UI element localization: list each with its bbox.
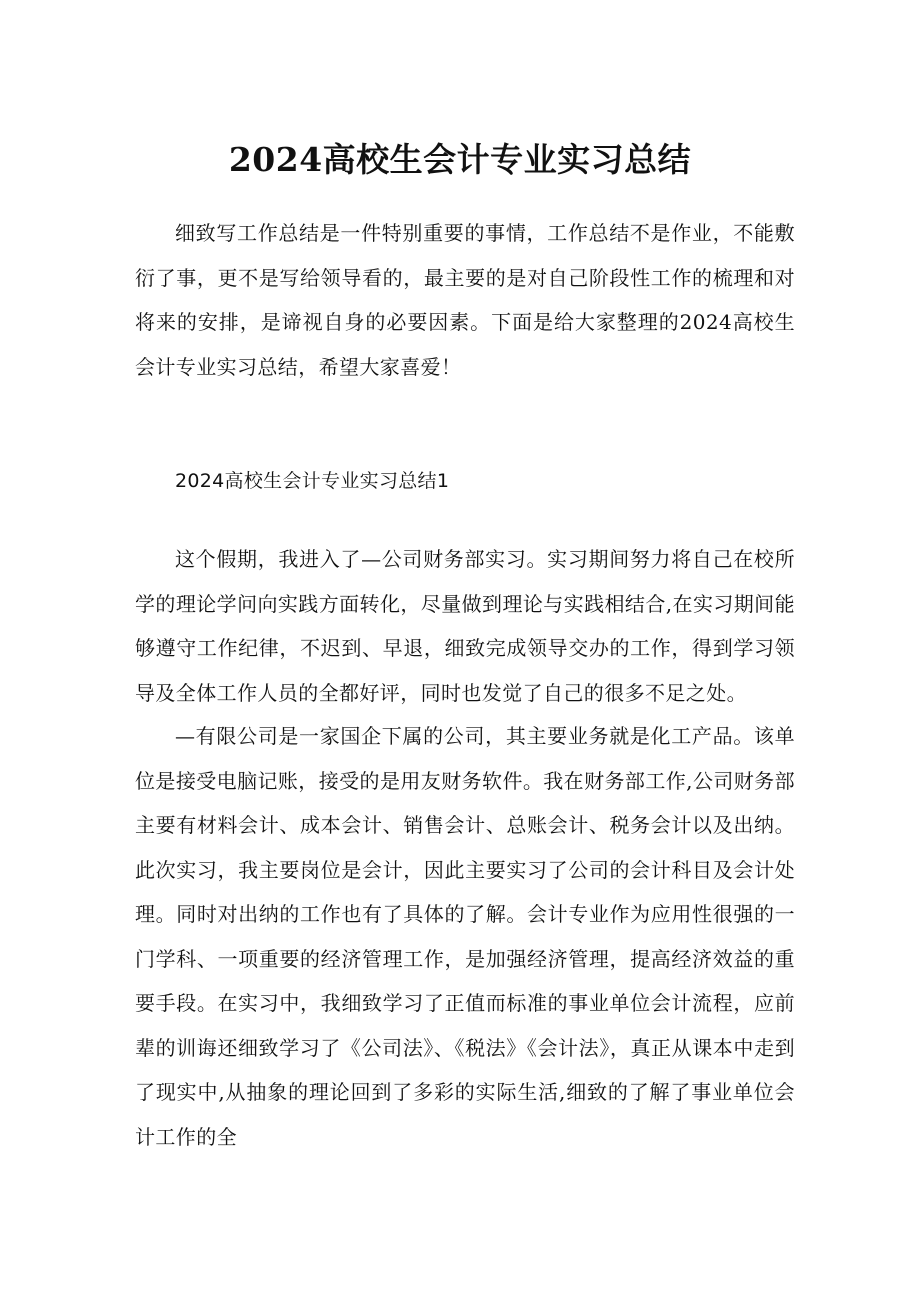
intro-paragraph: 细致写工作总结是一件特别重要的事情，工作总结不是作业，不能敷衍了事，更不是写给领导看的，最主要的是对自己阶段性工作的梳理和对将来的安排，是谛视自身的必要因素。下面是给大家整理的2024高校生会计专业实习总结，希望大家喜爱！ xyxy=(135,221,795,379)
section-heading: 2024高校生会计专业实习总结1 xyxy=(175,470,450,492)
body-paragraph-1: 这个假期，我进入了—公司财务部实习。实习期间努力将自己在校所学的理论学问向实践方面转化，尽量做到理论与实践相结合,在实习期间能够遵守工作纪律，不迟到、早退，细致完成领导交办的工作，得到学习领导及全体工作人员的全都好评，同时也发觉了自己的很多不足之处。 xyxy=(135,547,795,705)
body-paragraph-2: —有限公司是一家国企下属的公司，其主要业务就是化工产品。该单位是接受电脑记账，接受的是用友财务软件。我在财务部工作,公司财务部主要有材料会计、成本会计、销售会计、总账会计、税务会计以及出纳。此次实习，我主要岗位是会计，因此主要实习了公司的会计科目及会计处理。同时对出纳的工作也有了具体的了解。会计专业作为应用性很强的一门学科、一项重要的经济管理工作，是加强经济管理，提高经济效益的重要手段。在实习中，我细致学习了正值而标准的事业单位会计流程，应前辈的训诲还细致学习了《公司法》、《税法》《会计法》，真正从课本中走到了现实中,从抽象的理论回到了多彩的实际生活,细致的了解了事业单位会计工作的全 xyxy=(135,724,795,1149)
document-title: 2024高校生会计专业实习总结 xyxy=(228,140,692,179)
